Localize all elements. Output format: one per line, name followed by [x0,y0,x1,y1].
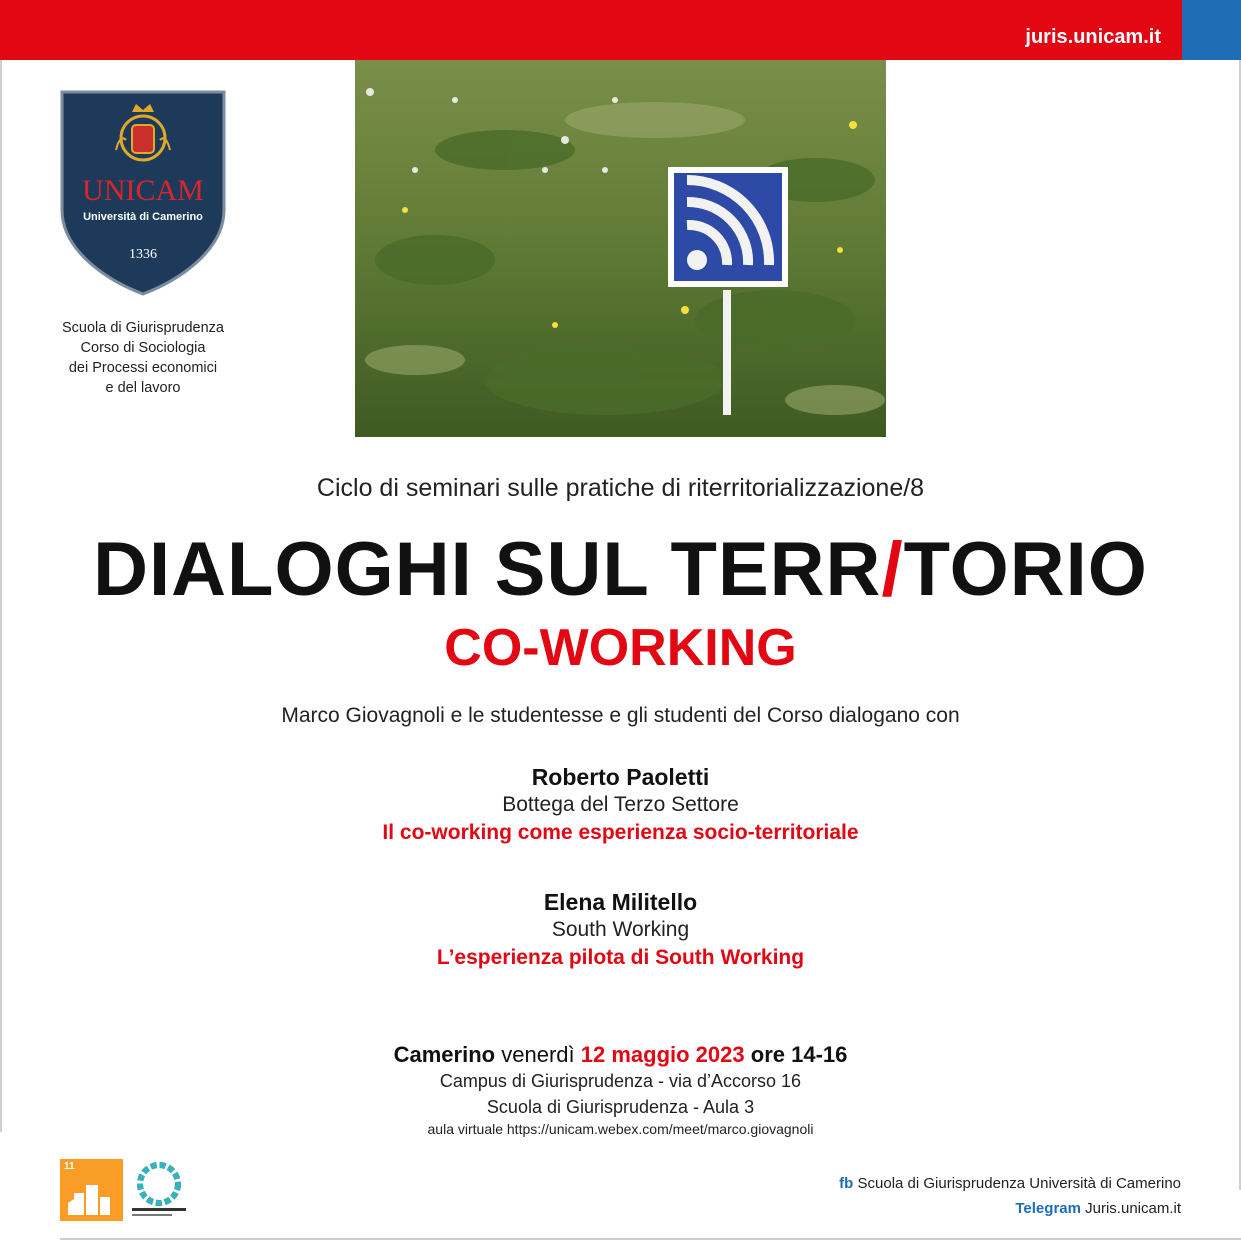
school-line-1: Scuola di Giurisprudenza [61,320,224,336]
speaker-name: Elena Militello [543,889,698,915]
fb-label: fb [839,1175,854,1192]
speaker-name: Roberto Paoletti [531,764,710,790]
facebook-link[interactable] [839,1175,1181,1192]
telegram-text: Juris.unicam.it [1085,1200,1181,1217]
event-city: Camerino [393,1042,496,1067]
venue-line-2: Scuola di Giurisprudenza - Aula 3 [486,1097,755,1117]
school-line-3: dei Processi economici [68,360,218,376]
sdg-goal-number: 11 [64,1161,75,1172]
speaker-1 [0,764,1241,845]
sdg-11-icon [60,1159,123,1221]
global-goals-icon [128,1160,190,1222]
speaker-organization: South Working [551,918,690,941]
site-url[interactable]: juris.unicam.it [1025,26,1161,48]
school-line-4: e del lavoro [105,380,181,396]
title-part-2: TORIO [903,527,1148,612]
school-info [30,318,256,398]
main-title [0,528,1241,612]
event-datetime [0,1042,1241,1068]
speaker-talk: L’esperienza pilota di South Working [436,946,805,969]
top-bar-accent [1182,0,1241,60]
logo-university: Università di Camerino [83,211,203,223]
fb-text: Scuola di Giurisprudenza Università di Camerino [857,1175,1181,1192]
grass-photo [355,60,886,437]
title-part-1: DIALOGHI SUL TERR [93,527,882,612]
title-slash: / [881,527,904,612]
event-time: ore 14-16 [750,1042,848,1067]
unicam-logo [60,90,226,296]
event-day: venerdì [501,1042,575,1067]
intro-text: Marco Giovagnoli e le studentesse e gli studenti del Corso dialogano con [281,704,960,727]
frame-bottom [60,1238,1241,1240]
subtitle: CO-WORKING [444,619,797,677]
venue-line-1: Campus di Giurisprudenza - via d’Accorso 16 [439,1071,802,1091]
speaker-talk: Il co-working come esperienza socio-territoriale [382,821,859,844]
telegram-label: Telegram [1015,1200,1081,1217]
event-date: 12 maggio 2023 [580,1042,745,1067]
speaker-organization: Bottega del Terzo Settore [502,793,739,816]
logo-name: UNICAM [82,174,204,207]
top-bar [0,0,1182,60]
school-line-2: Corso di Sociologia [80,340,206,356]
virtual-room-link[interactable]: aula virtuale https://unicam.webex.com/meet/marco.giovagnoli [427,1121,814,1137]
speaker-2 [0,889,1241,970]
logo-year: 1336 [129,247,157,262]
series-title: Ciclo di seminari sulle pratiche di riterritorializzazione/8 [316,474,925,502]
city-buildings-icon [60,1159,123,1221]
telegram-link[interactable] [1015,1200,1181,1217]
